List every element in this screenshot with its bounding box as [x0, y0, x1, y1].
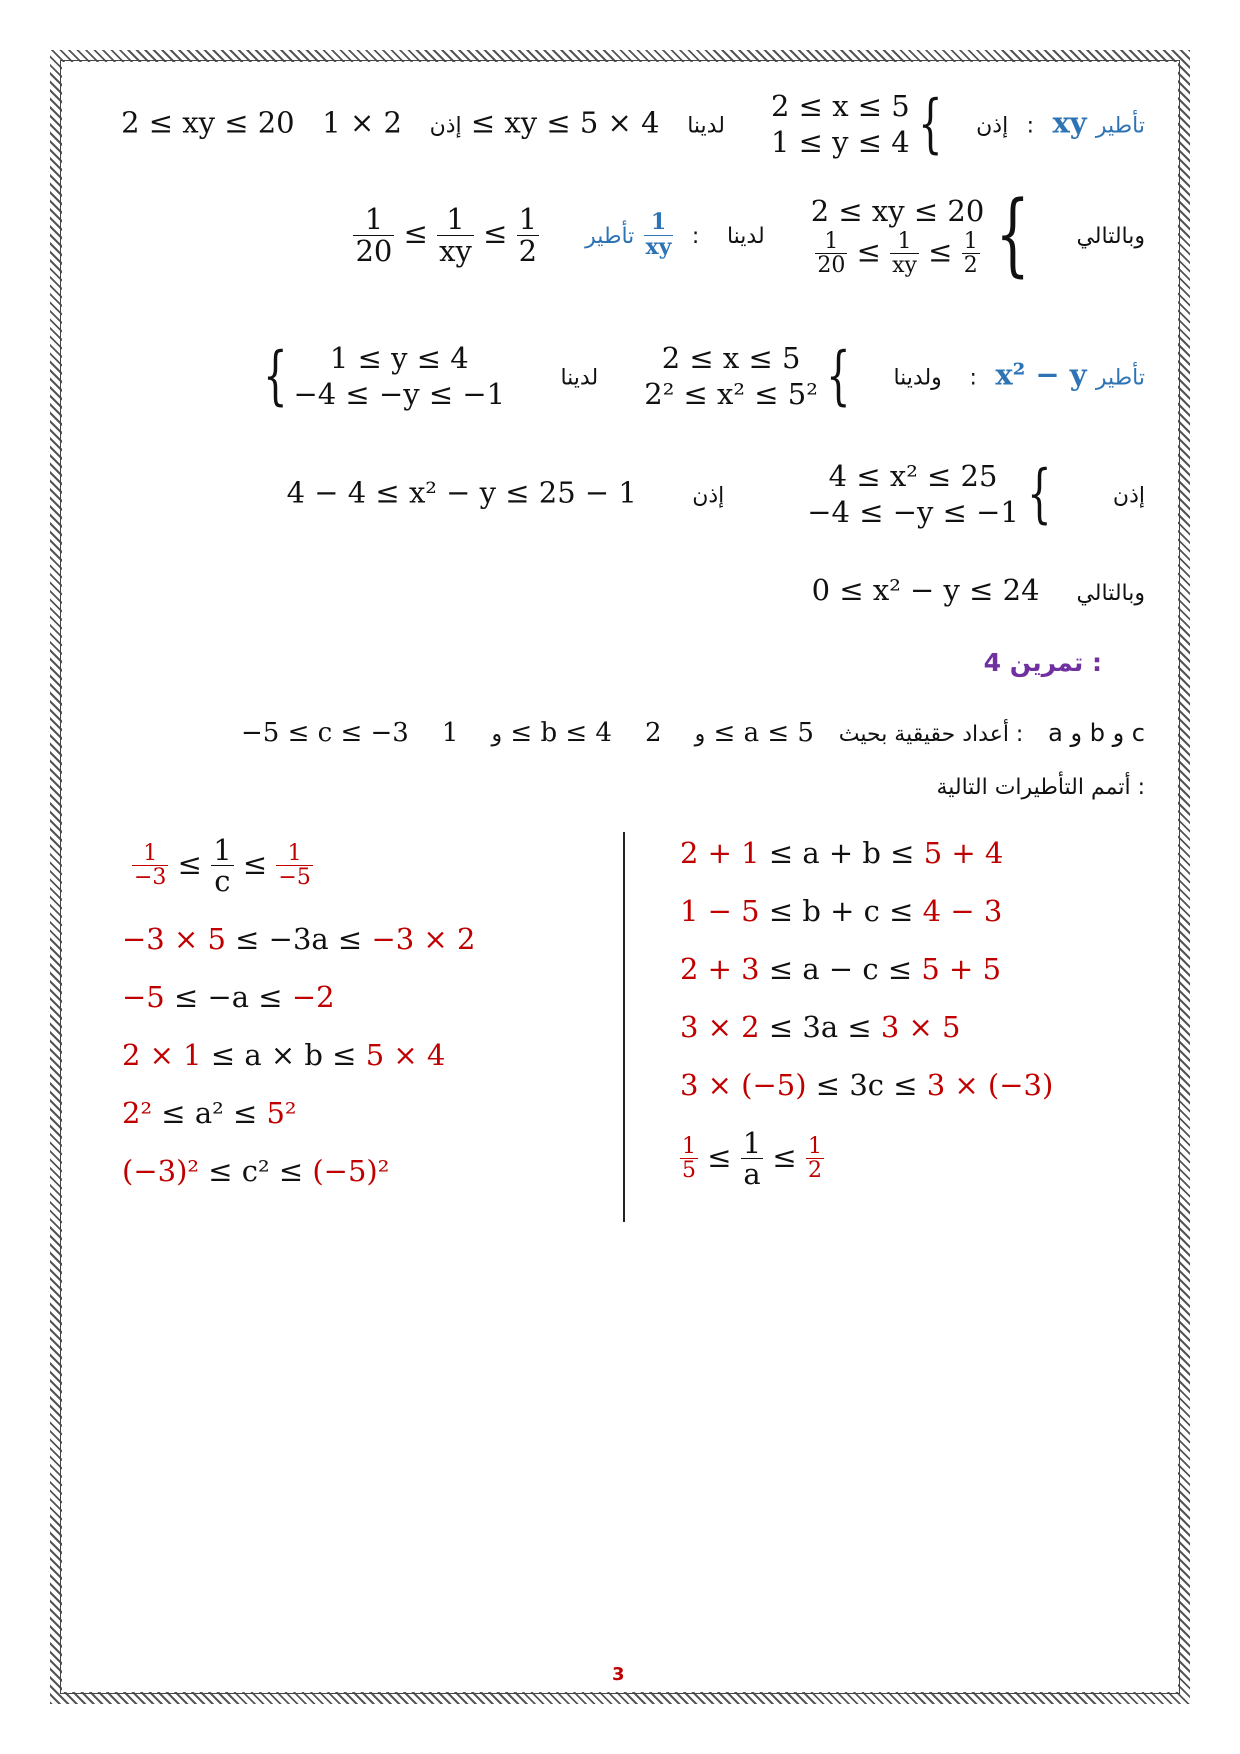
left-fraction-row: $\frac{1}{-3}$ ≤ $\frac{1}{c}$ ≤ $\frac{1}{-5}$	[134, 833, 311, 899]
word-therefore: وبالتالي	[1076, 224, 1145, 249]
system-line: 4 ≤ x² ≤ 25	[828, 459, 998, 493]
system-line: −4 ≤ −y ≤ −1	[807, 495, 1019, 530]
row-inverse-xy: $\frac{1}{20}$ ≤ $\frac{1}{xy}$ ≤ $\frac{1}{2}$ وبالتالي { 2 ≤ xy ≤ 20 $\frac{1}{20}$ ≤ $\frac{1}{xy}$ ≤ $\frac{1}{2}$ لدينا : $\frac{1}{xy}$ تأطير	[355, 182, 1145, 287]
bound-mid: ≤ 3c ≤	[806, 1068, 927, 1102]
condition-a: 2 ≤ a ≤ 5	[645, 718, 814, 748]
row-x2-minus-y	[255, 340, 1145, 413]
expr-x2-minus-y: x² − y	[995, 357, 1087, 392]
word-then: إذن	[1112, 483, 1145, 509]
word-estimate: تأطير	[1095, 365, 1145, 391]
fraction-1-over-xy: $\frac{1}{xy}$	[645, 209, 672, 260]
inequality-row	[122, 1154, 389, 1188]
system-line: 2 ≤ x ≤ 5	[661, 341, 801, 375]
bound-lo: 3 × 2	[680, 1010, 760, 1044]
inequality-row	[680, 952, 1001, 986]
bound-lo: −3 × 5	[122, 922, 226, 956]
statement-vars: a و b و c	[1048, 719, 1145, 747]
system-line: 2² ≤ x² ≤ 5²	[644, 377, 818, 412]
sum-result: 4 − 4 ≤ x² − y ≤ 25 − 1	[286, 475, 637, 510]
bound-mid: ≤ −a ≤	[164, 980, 292, 1014]
bound-lo: 2 × 1	[122, 1038, 202, 1072]
bound-hi: 4 − 3	[922, 894, 1003, 928]
bound-mid: ≤ −3a ≤	[225, 922, 372, 956]
fraction: $\frac{1}{c}$	[213, 833, 232, 899]
colon: :	[1026, 113, 1035, 139]
word-we-have: لدينا	[687, 113, 725, 139]
bound-hi: −2	[291, 980, 335, 1014]
bound-mid: ≤ a + b ≤	[759, 836, 924, 870]
bound-lo: (−3)²	[122, 1154, 200, 1188]
system-line: 1 ≤ y ≤ 4	[329, 341, 469, 375]
bound-lo: 2 + 1	[680, 836, 760, 870]
bound-hi: 3 × (−3)	[926, 1068, 1054, 1102]
exercise-statement	[241, 718, 1145, 748]
inequality-row	[122, 1038, 445, 1072]
system-line: 2 ≤ xy ≤ 20	[810, 194, 985, 229]
system	[811, 193, 985, 276]
instruction: أتمم التأطيرات التالية :	[936, 775, 1145, 800]
bound-lo: 3 × (−5)	[680, 1068, 807, 1102]
colon: :	[969, 365, 977, 391]
word-then: إذن	[429, 113, 462, 139]
bound-hi: 5 + 4	[923, 836, 1004, 870]
inequality-row	[680, 1068, 1053, 1102]
system-line: 1 ≤ y ≤ 4	[771, 125, 910, 160]
final-ineq: 2 ≤ xy ≤ 20	[121, 105, 295, 140]
word-therefore: وبالتالي	[1076, 581, 1145, 606]
system	[771, 88, 910, 161]
inequality-row	[680, 1010, 961, 1044]
bound-hi: 5²	[266, 1096, 297, 1130]
page-number: 3	[612, 1664, 625, 1685]
bound-mid: ≤ a² ≤	[152, 1096, 267, 1130]
right-fraction-row: $\frac{1}{5}$ ≤ $\frac{1}{a}$ ≤ $\frac{1}{2}$	[682, 1126, 822, 1192]
bound-mid: ≤ a × b ≤	[201, 1038, 366, 1072]
inequality-row	[680, 894, 1002, 928]
inequality-row	[122, 980, 335, 1014]
bound-mid: ≤ c² ≤	[199, 1154, 313, 1188]
system	[644, 340, 818, 413]
brace: {	[995, 182, 1031, 287]
inequality-row	[122, 1096, 297, 1130]
bound-mid: ≤ a − c ≤	[759, 952, 922, 986]
bound-hi: −3 × 2	[371, 922, 476, 956]
bound-hi: 5 + 5	[921, 952, 1002, 986]
brace: {	[262, 339, 288, 414]
bound-hi: 3 × 5	[880, 1010, 961, 1044]
colon: :	[691, 224, 700, 249]
system	[807, 458, 1019, 531]
bound-hi: (−5)²	[312, 1154, 390, 1188]
mid-ineq: 2 × 1 ≤ xy ≤ 5 × 4	[322, 105, 660, 140]
word-then: إذن	[692, 483, 725, 509]
row-xy	[121, 88, 1145, 161]
fraction: $\frac{1}{2}$	[518, 202, 538, 268]
row-final	[812, 573, 1145, 607]
fraction: $\frac{1}{20}$	[355, 202, 393, 268]
brace: {	[1027, 457, 1052, 532]
fraction: $\frac{1}{-3}$	[134, 841, 167, 891]
exercise-heading: تمرين 4 :	[983, 648, 1102, 677]
fraction: $\frac{1}{a}$	[742, 1126, 762, 1192]
condition-c: −5 ≤ c ≤ −3	[241, 718, 409, 748]
inequality-row	[122, 922, 475, 956]
bound-lo: 2²	[122, 1096, 153, 1130]
bound-mid: ≤ b + c ≤	[759, 894, 923, 928]
condition-b: 1 ≤ b ≤ 4	[441, 718, 612, 748]
word-estimate: تأطير	[585, 224, 635, 249]
system	[293, 340, 505, 413]
bound-hi: 5 × 4	[365, 1038, 446, 1072]
fraction: $\frac{1}{2}$	[807, 1134, 822, 1184]
inequality-row	[680, 836, 1003, 870]
word-we-have: لدينا	[726, 224, 765, 249]
bound-lo: 1 − 5	[680, 894, 760, 928]
system-line: 2 ≤ x ≤ 5	[771, 89, 910, 123]
word-we-have: لدينا	[560, 365, 599, 391]
word-and: و	[491, 722, 503, 747]
system-line: $\frac{1}{20}$ ≤ $\frac{1}{xy}$ ≤ $\frac{1}{2}$	[817, 228, 978, 278]
statement-text: أعداد حقيقية بحيث :	[838, 722, 1024, 747]
bound-lo: 2 + 3	[680, 952, 760, 986]
bound-mid: ≤ 3a ≤	[759, 1010, 881, 1044]
system-line: −4 ≤ −y ≤ −1	[293, 377, 506, 412]
word-estimate: تأطير	[1095, 113, 1145, 139]
final-result: 0 ≤ x² − y ≤ 24	[811, 573, 1040, 607]
fraction: $\frac{1}{5}$	[682, 1134, 696, 1184]
word-then: إذن	[976, 113, 1009, 139]
word-and: و	[694, 722, 706, 747]
row-sum	[287, 458, 1145, 531]
fraction: $\frac{1}{xy}$	[439, 202, 472, 268]
expr-xy: xy	[1052, 105, 1087, 140]
brace: {	[917, 87, 943, 162]
brace: {	[826, 339, 851, 414]
word-and-we-have: ولدينا	[893, 365, 942, 391]
bound-lo: −5	[122, 980, 165, 1014]
fraction: $\frac{1}{-5}$	[278, 841, 311, 891]
column-divider	[623, 832, 625, 1222]
